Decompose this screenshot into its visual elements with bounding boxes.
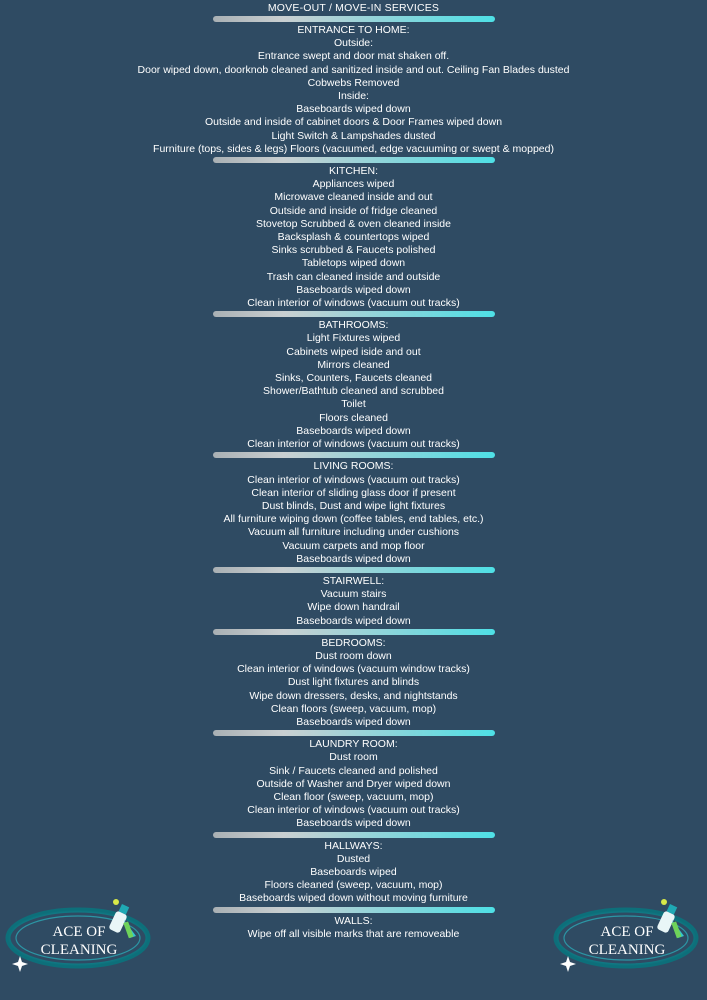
section-heading: LIVING ROOMS: — [313, 460, 394, 473]
checklist-item: Tabletops wiped down — [301, 257, 406, 270]
section-bathrooms — [0, 319, 707, 451]
logo-text-ace-of: ACE OF — [52, 924, 106, 940]
checklist-item: Vacuum stairs — [320, 588, 387, 601]
checklist-item: Sink / Faucets cleaned and polished — [269, 764, 438, 777]
checklist-item: Vacuum carpets and mop floor — [282, 539, 425, 552]
checklist-item: Sinks, Counters, Faucets cleaned — [275, 372, 432, 385]
checklist-item: Appliances wiped — [312, 178, 395, 191]
section-heading: WALLS: — [334, 914, 373, 927]
checklist-item: Door wiped down, doorknob cleaned and sanitized inside and out. Ceiling Fan Blades dusted — [137, 63, 570, 76]
checklist-item: Baseboards wiped down without moving furniture — [239, 892, 468, 905]
checklist-item: Baseboards wiped down — [296, 715, 411, 728]
section-heading: HALLWAYS: — [324, 839, 383, 852]
section-bedrooms — [0, 637, 707, 729]
checklist-item: Floors cleaned — [319, 411, 388, 424]
divider-section — [213, 832, 495, 838]
divider-section — [213, 157, 495, 163]
divider-section — [213, 567, 495, 573]
logo-text-cleaning: CLEANING — [40, 942, 118, 958]
checklist-item: Dusted — [336, 852, 371, 865]
checklist-item: Outside and inside of fridge cleaned — [269, 204, 438, 217]
checklist-item: Shower/Bathtub cleaned and scrubbed — [263, 385, 444, 398]
checklist-item: Cobwebs Removed — [307, 76, 400, 89]
checklist-item: Clean interior of windows (vacuum out tracks) — [247, 473, 460, 486]
divider-section — [213, 452, 495, 458]
divider-section — [213, 629, 495, 635]
sections-container — [0, 16, 707, 941]
page-title: MOVE-OUT / MOVE-IN SERVICES — [267, 2, 440, 14]
checklist-item: Clean interior of windows (vacuum out tracks) — [247, 804, 460, 817]
checklist-item: Baseboards wiped down — [296, 283, 411, 296]
section-heading: KITCHEN: — [328, 165, 378, 178]
checklist-item: Light Switch & Lampshades dusted — [271, 129, 436, 142]
checklist-item: Mirrors cleaned — [317, 358, 390, 371]
checklist-item: Backsplash & countertops wiped — [277, 231, 430, 244]
checklist-item: Dust room down — [315, 649, 392, 662]
divider-section — [213, 311, 495, 317]
section-living-rooms — [0, 460, 707, 566]
checklist-item: Floors cleaned (sweep, vacuum, mop) — [264, 879, 443, 892]
checklist-item: Dust blinds, Dust and wipe light fixtures — [261, 499, 446, 512]
checklist-item: Outside and inside of cabinet doors & Door Frames wiped down — [204, 116, 503, 129]
company-logo-left — [4, 898, 154, 973]
section-heading: LAUNDRY ROOM: — [309, 738, 398, 751]
section-heading: BEDROOMS: — [321, 636, 386, 649]
checklist-item: Cabinets wiped iside and out — [286, 345, 421, 358]
checklist-item: Outside of Washer and Dryer wiped down — [256, 777, 451, 790]
checklist-item: Sinks scrubbed & Faucets polished — [271, 244, 436, 257]
checklist-item: Furniture (tops, sides & legs) Floors (vacuumed, edge vacuuming or swept & mopped) — [153, 142, 554, 155]
checklist-item: Baseboards wiped down — [296, 424, 411, 437]
checklist-item: Outside: — [333, 37, 374, 50]
checklist-item: Vacuum all furniture including under cushions — [247, 526, 460, 539]
section-stairwell — [0, 575, 707, 628]
checklist-item: Clean floor (sweep, vacuum, mop) — [273, 790, 434, 803]
checklist-item: Wipe down dressers, desks, and nightstands — [249, 689, 458, 702]
divider-title — [213, 16, 495, 22]
checklist-item: Baseboards wiped down — [296, 614, 411, 627]
checklist-item: Clean floors (sweep, vacuum, mop) — [270, 702, 437, 715]
section-heading: ENTRANCE TO HOME: — [297, 24, 410, 36]
checklist-item: Clean interior of windows (vacuum out tracks) — [247, 297, 460, 310]
divider-section — [213, 907, 495, 913]
checklist-item: Wipe off all visible marks that are removeable — [247, 927, 460, 940]
checklist-item: All furniture wiping down (coffee tables, end tables, etc.) — [223, 513, 484, 526]
company-logo-right — [552, 898, 702, 973]
checklist-item: Dust light fixtures and blinds — [287, 676, 420, 689]
divider-section — [213, 730, 495, 736]
checklist-item: Light Fixtures wiped — [306, 332, 401, 345]
section-kitchen — [0, 165, 707, 310]
checklist-item: Baseboards wiped down — [296, 552, 411, 565]
section-entrance-to-home — [0, 24, 707, 156]
checklist-item: Entrance swept and door mat shaken off. — [257, 50, 450, 63]
checklist-item: Clean interior of windows (vacuum out tracks) — [247, 438, 460, 451]
checklist-item: Baseboards wiped down — [296, 817, 411, 830]
checklist-item: Inside: — [338, 90, 369, 103]
section-laundry-room — [0, 738, 707, 830]
logo-text-cleaning: CLEANING — [588, 942, 666, 958]
logo-text-ace-of: ACE OF — [600, 924, 654, 940]
checklist-item: Wipe down handrail — [307, 601, 400, 614]
checklist-item: Microwave cleaned inside and out — [274, 191, 433, 204]
checklist-item: Dust room — [329, 751, 378, 764]
checklist-item: Baseboards wiped down — [296, 103, 411, 116]
section-heading: STAIRWELL: — [322, 574, 385, 587]
document — [0, 2, 707, 941]
section-hallways — [0, 840, 707, 906]
checklist-item: Stovetop Scrubbed & oven cleaned inside — [256, 217, 451, 230]
section-heading: BATHROOMS: — [318, 319, 389, 332]
checklist-item: Trash can cleaned inside and outside — [266, 270, 441, 283]
checklist-item: Baseboards wiped — [310, 865, 397, 878]
checklist-item: Toilet — [341, 398, 366, 411]
checklist-item: Clean interior of windows (vacuum window tracks) — [237, 663, 470, 676]
checklist-item: Clean interior of sliding glass door if present — [251, 486, 456, 499]
